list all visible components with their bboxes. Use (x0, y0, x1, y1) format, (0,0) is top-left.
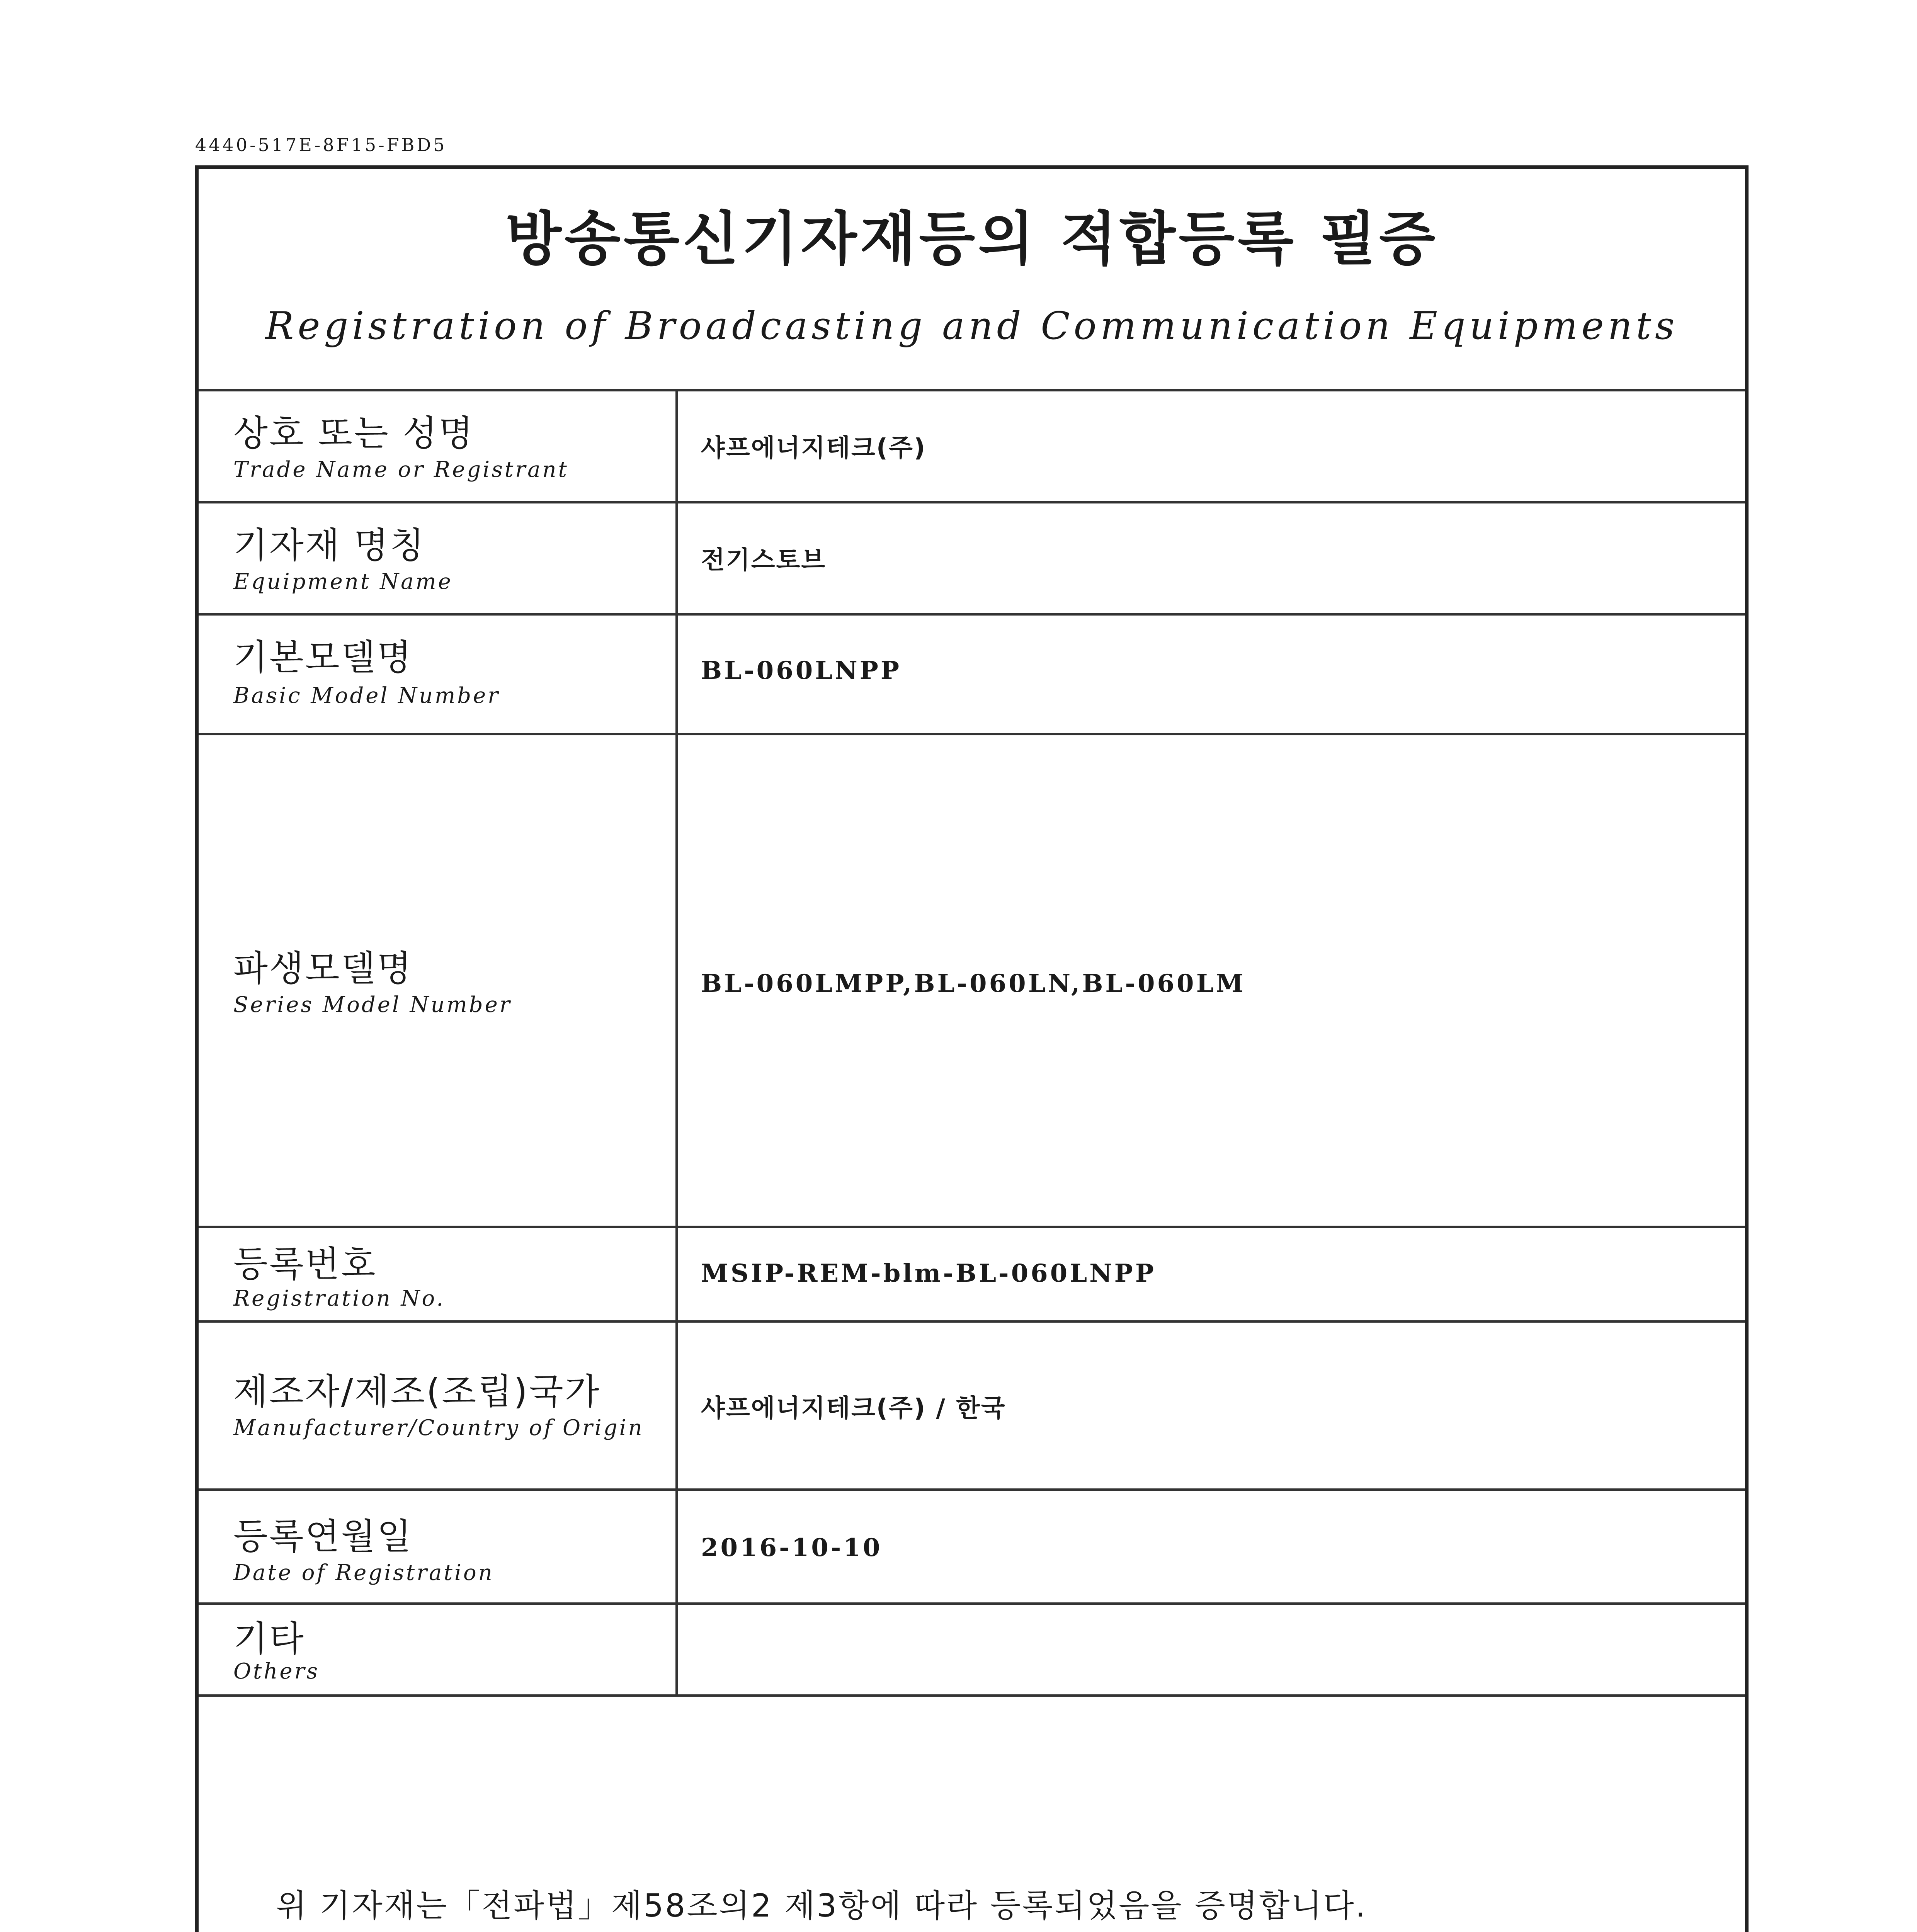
row-label (199, 1323, 678, 1491)
table-row (199, 1488, 1745, 1605)
field-value: MSIP-REM-blm-BL-060LNPP (701, 1259, 1156, 1288)
row-label (199, 503, 678, 616)
label-english: Basic Model Number (233, 683, 500, 708)
label-korean: 등록번호 (233, 1243, 377, 1285)
field-value: 전기스토브 (701, 546, 827, 575)
table-row (199, 733, 1745, 1228)
title-korean: 방송통신기자재등의 적합등록 필증 (505, 206, 1438, 273)
title-english: Registration of Broadcasting and Communication Equipments (265, 304, 1679, 348)
field-value: 2016-10-10 (701, 1533, 883, 1562)
table-row (199, 1226, 1745, 1323)
table-row (199, 1602, 1745, 1697)
label-english: Others (233, 1659, 320, 1684)
label-korean: 기타 (233, 1618, 305, 1660)
label-korean: 기자재 명칭 (233, 525, 426, 566)
label-english: Manufacturer/Country of Origin (233, 1415, 644, 1440)
label-korean: 제조자/제조(조립)국가 (233, 1371, 601, 1412)
row-label (199, 1491, 678, 1605)
table-row (199, 613, 1745, 735)
label-english: Registration No. (233, 1286, 445, 1311)
field-value: BL-060LMPP,BL-060LN,BL-060LM (701, 969, 1246, 998)
label-english: Equipment Name (233, 569, 453, 594)
row-label (199, 1228, 678, 1323)
field-value: BL-060LNPP (701, 656, 902, 685)
label-korean: 상호 또는 성명 (233, 413, 475, 454)
certificate-frame (195, 165, 1749, 1932)
statement-korean: 위 기자재는「전파법」제58조의2 제3항에 따라 등록되었음을 증명합니다. (276, 1888, 1367, 1924)
row-label (199, 735, 678, 1228)
label-english: Series Model Number (233, 992, 512, 1017)
table-row (199, 389, 1745, 503)
field-value: 샤프에너지테크(주) (701, 434, 927, 463)
label-korean: 파생모델명 (233, 948, 413, 989)
row-label (199, 391, 678, 503)
field-value: 샤프에너지테크(주) / 한국 (701, 1394, 1006, 1423)
table-row (199, 1320, 1745, 1491)
label-english: Date of Registration (233, 1560, 494, 1585)
label-english: Trade Name or Registrant (233, 457, 569, 482)
row-label (199, 616, 678, 735)
table-row (199, 501, 1745, 616)
label-korean: 기본모델명 (233, 637, 413, 678)
document-id: 4440-517E-8F15-FBD5 (195, 134, 447, 155)
row-label (199, 1605, 678, 1694)
label-korean: 등록연월일 (233, 1516, 413, 1557)
